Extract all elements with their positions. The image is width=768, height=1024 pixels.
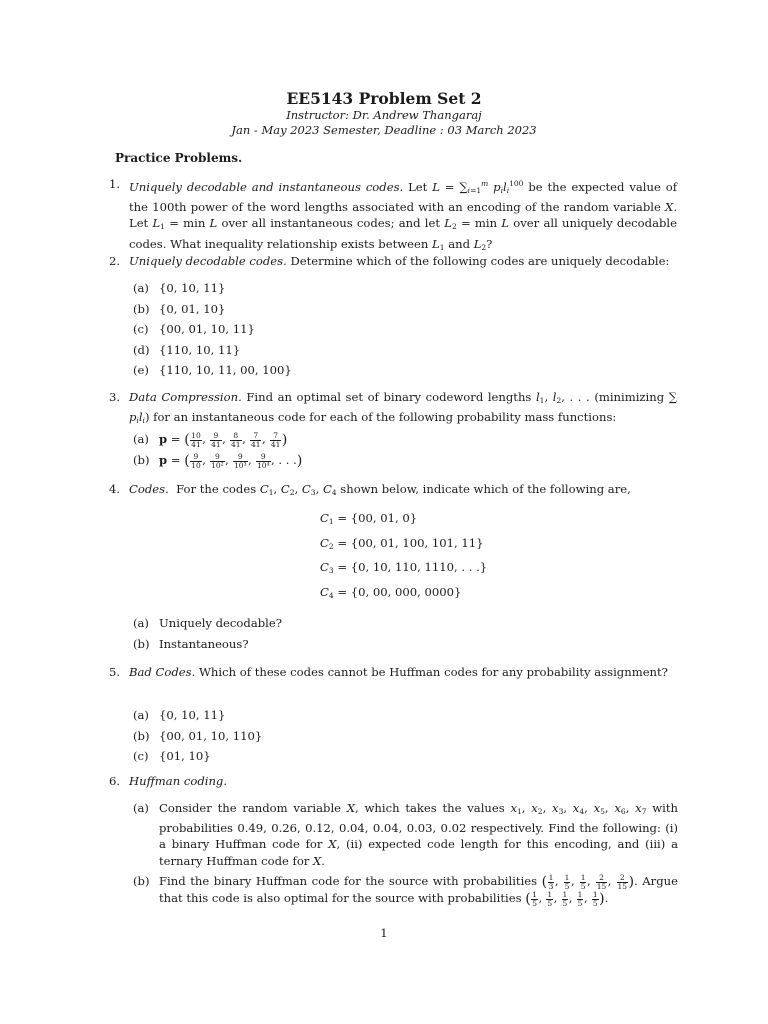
code-c1: $C_1 = \{00$, 01, 0} [320, 511, 418, 526]
code-c4: $C_4 = \{0$, 00, 000, 0000} [320, 584, 462, 600]
problem-4-text: Codes. For the codes $C_1$, $C_2$, $C_3$, $C_4$ shown below, indicate which of the following are, [129, 482, 631, 497]
list-item: (a) p = ( $\frac{10}{41}$ , $\frac{9}{41}$ , $\frac{8}{41}$ , $\frac{7}{41}$ , $\frac{7}{41}$ ) [133, 431, 678, 448]
problem-2 [109, 253, 677, 269]
section-heading: Practice Problems. [115, 151, 243, 165]
problem-4 [109, 481, 677, 501]
code-c3: $C_3 = \{0$, 10, 110, 1110, . . .} [320, 560, 488, 575]
problem-3-text: Data Compression. Find an optimal set of binary codeword lengths $l_1$, $l_2$, . . . (minimizing ∑ $p_il_i$) for an instantaneous code for each of the following probability mass functions: [129, 390, 677, 426]
list-item: (d) {110, 10, 11} [133, 342, 241, 357]
problem-5 [109, 664, 677, 680]
page-number: 1 [380, 926, 388, 940]
pmf-b: p = ( $\frac{9}{10}$ , $\frac{9}{\text{10²}}$ , $\frac{9}{\text{10³}}$ , $\frac{9}{\text{10⁴}}$ , . . .) [159, 452, 303, 470]
problem-number: 2. [109, 254, 121, 268]
problem-5-text: Which of these codes cannot be Huffman codes for any probability assignment? [199, 665, 668, 679]
problem-number: 6. [109, 774, 121, 788]
list-item: (a) {0, 10, 11} [133, 708, 226, 722]
problem-1 [109, 176, 677, 256]
list-item: (b) p = ( $\frac{9}{10}$ , $\frac{9}{\text{10²}}$ , $\frac{9}{\text{10³}}$ , $\frac{9}{\text{10⁴}}$ , . . .) [133, 452, 678, 469]
problem-number: 3. [109, 390, 121, 404]
list-item: (b) {00, 01, 10, 110} [133, 728, 263, 743]
list-item: (a) Uniquely decodable? [133, 616, 282, 630]
list-item: (e) {110, 10, 11, 00, 100} [133, 363, 292, 377]
problem-2-items [133, 280, 678, 383]
problem-3-items [133, 431, 678, 474]
problem-number: 1. [109, 177, 121, 191]
list-item: (b) Instantaneous? [133, 636, 249, 651]
problem-2-text: Determine which of the following codes are uniquely decodable: [290, 254, 670, 268]
code-definitions [320, 508, 487, 606]
problem-3 [109, 389, 677, 429]
problem-topic: Codes. [129, 482, 169, 496]
instructor-line: Instructor: Dr. Andrew Thangaraj [286, 108, 482, 122]
problem-number: 4. [109, 482, 121, 496]
problem-topic: Uniquely decodable codes. [129, 254, 287, 268]
problem-topic: Data Compression. [129, 390, 242, 404]
problem-6-items [133, 800, 678, 912]
problem-topic: Huffman coding. [129, 774, 228, 788]
problem-6b-text: Find the binary Huffman code for the source with probabilities ( $\frac{1}{3}$ , $\frac{1}{5}$ , $\frac{1}{5}$ , $\frac{2}{15}$ , $\frac{2}{15}$ ). Argue that this code is also optimal for the source with probabilities ( $\frac{1}{5}$ , $\frac{1}{5}$ , $\frac{1}{5}$ , $\frac{1}{5}$ , $\frac{1}{5}$ ). [159, 873, 678, 908]
page-title: EE5143 Problem Set 2 [286, 89, 482, 108]
list-item: (a) {0, 10, 11} [133, 281, 226, 295]
list-item: (a) Consider the random variable X, which takes the values $x_1$, $x_2$, $x_3$, $x_4$, $x_5$, $x_6$, $x_7$ with probabilities 0.49, 0.26, 0.12, 0.04, 0.04, 0.03, 0.02 respectively. Find the following: (i) a binary Huffman code for X, (ii) expected code length for this encoding, and (iii) a ternary Huffman code for X. [133, 801, 678, 868]
list-item: (b) {0, 01, 10} [133, 301, 226, 316]
list-item: (c) {01, 10} [133, 749, 211, 763]
problem-4-items [133, 615, 678, 656]
problem-topic: Uniquely decodable and instantaneous codes. [129, 180, 404, 194]
pmf-a: p = ( $\frac{10}{41}$ , $\frac{9}{41}$ , $\frac{8}{41}$ , $\frac{7}{41}$ , $\frac{7}{41}$ ) [159, 431, 288, 449]
problem-1-text: Uniquely decodable and instantaneous codes. Let $L = \sum_{i=1}^m$ $p_il_i^{100}$ be the expected value of the 100th power of the word lengths associated with an encoding of the random variable X. Let $L_1 = \min L$ over all instantaneous codes; and let $L_2 = \min L$ over all uniquely decodable codes. What inequality relationship exists between $L_1$ and $L_2$? [129, 179, 677, 252]
list-item: (c) {00, 01, 10, 11} [133, 322, 255, 336]
code-c2: $C_2 = \{00$, 01, 100, 101, 11} [320, 535, 484, 551]
problem-number: 5. [109, 665, 121, 679]
semester-line: Jan - May 2023 Semester, Deadline : 03 March 2023 [231, 123, 537, 137]
problem-6 [109, 773, 677, 789]
list-item: (b) Find the binary Huffman code for the source with probabilities ( $\frac{1}{3}$ , $\frac{1}{5}$ , $\frac{1}{5}$ , $\frac{2}{15}$ , $\frac{2}{15}$ ). Argue that this code is also optimal for the source with probabilities ( $\frac{1}{5}$ , $\frac{1}{5}$ , $\frac{1}{5}$ , $\frac{1}{5}$ , $\frac{1}{5}$ ). [133, 873, 678, 908]
problem-5-items [133, 707, 678, 769]
problem-topic: Bad Codes. [129, 665, 196, 679]
problem-6a-text: Consider the random variable X, which takes the values $x_1$, $x_2$, $x_3$, $x_4$, $x_5$, $x_6$, $x_7$ with probabilities 0.49, 0.26, 0.12, 0.04, 0.04, 0.03, 0.02 respectively. Find the following: (i) a binary Huffman code for X, (ii) expected code length for this encoding, and (iii) a ternary Huffman code for X. [159, 801, 678, 868]
